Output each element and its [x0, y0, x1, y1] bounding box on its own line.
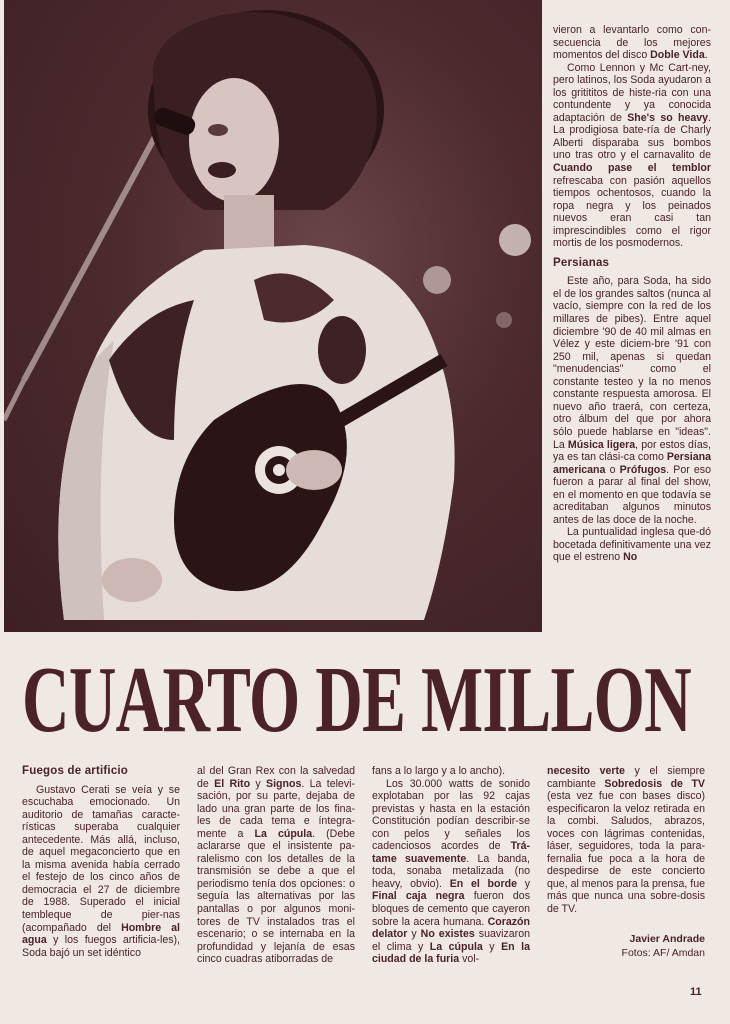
text-run: fans a lo largo y a lo ancho). — [372, 765, 506, 777]
article-column-right-top — [553, 24, 711, 564]
bold-title: No — [623, 551, 638, 564]
paragraph — [553, 62, 711, 250]
text-run: refrescaba con pasión aquellos tiempos ochentosos, cuando la ropa negra y los peinados nuevos eran casi tan imprescindibles como el rigor mortis de los posmodernos. — [553, 174, 711, 250]
text-run: vol- — [459, 953, 480, 966]
bold-title: Corazón delator — [372, 915, 530, 941]
text-run: . La prodigiosa bate-ría de Charly Alberti disparaba sus bombos uno tras otro y el carnavalito de — [553, 111, 711, 162]
author-name: Javier Andrade — [629, 933, 705, 945]
section-heading-fuegos: Fuegos de artificio — [22, 765, 129, 777]
bold-title: Signos — [266, 777, 302, 790]
text-run: y — [407, 928, 421, 941]
text-run: fueron dos bloques de cemento que cayeron sobre la acera humana. — [372, 890, 530, 928]
bold-title: No existes — [420, 928, 475, 941]
bold-title: Trá-tame suavemente — [372, 840, 530, 865]
singer-illustration — [4, 0, 542, 632]
bold-title: Cuando pase el temblor — [553, 162, 711, 175]
bold-title: Persiana americana — [553, 451, 711, 476]
text-run: La puntualidad inglesa que-dó bocetada definitivamente una vez que el estreno — [553, 526, 711, 564]
bold-title: En la ciudad de la furia — [372, 940, 530, 966]
text-run: (esta vez fue con bases disco) especificaron la veloz retirada en la combi. Saludos, abrazos, voces con lágrimas contenidas, láser, seguidores, toda la para-fernalia fue poca a la hora de despedirse de este concierto que, al menos para la prensa, fue más que nunca una sobre-dosis de TV. — [547, 790, 705, 916]
text-run: , por estos días, ya es tan clási-ca como — [553, 438, 712, 464]
text-run: vieron a levantarlo como con-secuencia de los mejores momentos del disco — [553, 24, 711, 62]
text-run: y — [482, 940, 502, 953]
paragraph — [372, 765, 530, 778]
bold-title: She's so heavy — [627, 111, 709, 124]
paragraph — [22, 784, 180, 960]
page-number: 11 — [690, 986, 702, 998]
bold-title: En el borde — [449, 877, 517, 890]
paragraph — [547, 765, 705, 916]
article-headline: CUARTO DE MILLON — [22, 648, 691, 752]
bold-title: Doble Vida — [650, 49, 705, 62]
text-run: y — [250, 777, 267, 790]
article-column-3 — [372, 765, 530, 966]
text-run: Gustavo Cerati se veía y se escuchaba emocionado. Un auditorio de tamañas caracte-rísticas superaba cualquier antecedente. Más allá, incluso, de aquel megaconcierto que en la misma avenida había cerrado el festejo de los cinco años de democracia el 27 de diciembre de 1988. Superado el inicial tembleque de pier-nas (acompañado del — [22, 783, 180, 934]
bold-title: Final caja negra — [372, 890, 465, 903]
article-column-1 — [22, 765, 180, 959]
bold-title: necesito verte — [547, 765, 625, 777]
paragraph — [197, 765, 355, 966]
bold-title: El Rito — [214, 777, 251, 790]
bold-title: Hombre al agua — [22, 921, 180, 947]
text-run: . Por eso fueron a parar al final del show, en el momento en que todavía se acreditaban algunos minutos antes de las doce de la noche. — [553, 463, 711, 526]
text-run: al del Gran Rex con la salvedad de — [197, 765, 355, 790]
text-run: suavizaron el clima y — [372, 928, 530, 953]
text-run: y — [516, 877, 531, 890]
text-run: Este año, para Soda, ha sido el de los grandes saltos (nunca al vacío, siempre con la red de los millares de pibes). Entre aquel diciembre '90 de 40 mil almas en Vélez y este diciem-bre '91 con 250 mil, apenas si quedan "menudencias" como el constante testeo y la no menos constante respuesta amorosa. El nuevo año traerá, con certeza, otro álbum del que por ahora sólo puede hablarse en "ideas". La — [553, 275, 711, 451]
bold-title: Sobredosis de TV — [604, 777, 705, 790]
paragraph — [553, 275, 711, 526]
article-column-2 — [197, 765, 355, 966]
text-run: Como Lennon y Mc Cart-ney, pero latinos, los Soda ayudaron a los gritititos de histe-ria con una contundente y ya conocida adaptación de — [553, 61, 711, 124]
text-run: . (Debe aclararse que el insistente pa-ralelismo con los detalles de la transmisión se debe a que el periodismo tenía dos opciones: o seguía las alternativas por las pantallas o por algunos moni-tores de TV instalados tras el escenario; o se internaba en la profundidad y lejanía de esas cinco cuadras atiborradas de — [197, 827, 355, 966]
photo-credit: Fotos: AF/ Amdan — [621, 947, 705, 959]
bold-title: La cúpula — [429, 940, 483, 953]
section-heading-persianas: Persianas — [553, 256, 610, 269]
paragraph — [553, 526, 711, 564]
article-credits — [545, 932, 705, 960]
paragraph — [553, 24, 711, 62]
text-run: y el siempre cambiante — [547, 765, 705, 790]
bold-title: Música ligera — [567, 438, 636, 451]
bold-title: Prófugos — [619, 463, 667, 476]
text-run: Los 30.000 watts de sonido explotaban por las 92 cajas previstas y hasta en la estación Constitución podían describir-se con pelos y señales los cadenciosos acordes de — [372, 777, 530, 853]
paragraph — [372, 778, 530, 966]
text-run: . La banda, toda, sonaba metalizada (no heavy, obvio). — [372, 852, 531, 890]
concert-photo — [4, 0, 542, 632]
article-column-4 — [547, 765, 705, 916]
text-run: y los fuegos artificia-les), Soda bajó un set idéntico — [22, 934, 180, 959]
bold-title: La cúpula — [254, 827, 313, 840]
text-run: . — [704, 49, 708, 62]
text-run: . La televi-sación, por su parte, dejaba de lado una gran parte de los fina-les de cada tema e íntegra-mente a — [197, 777, 356, 840]
text-run: o — [605, 463, 620, 476]
